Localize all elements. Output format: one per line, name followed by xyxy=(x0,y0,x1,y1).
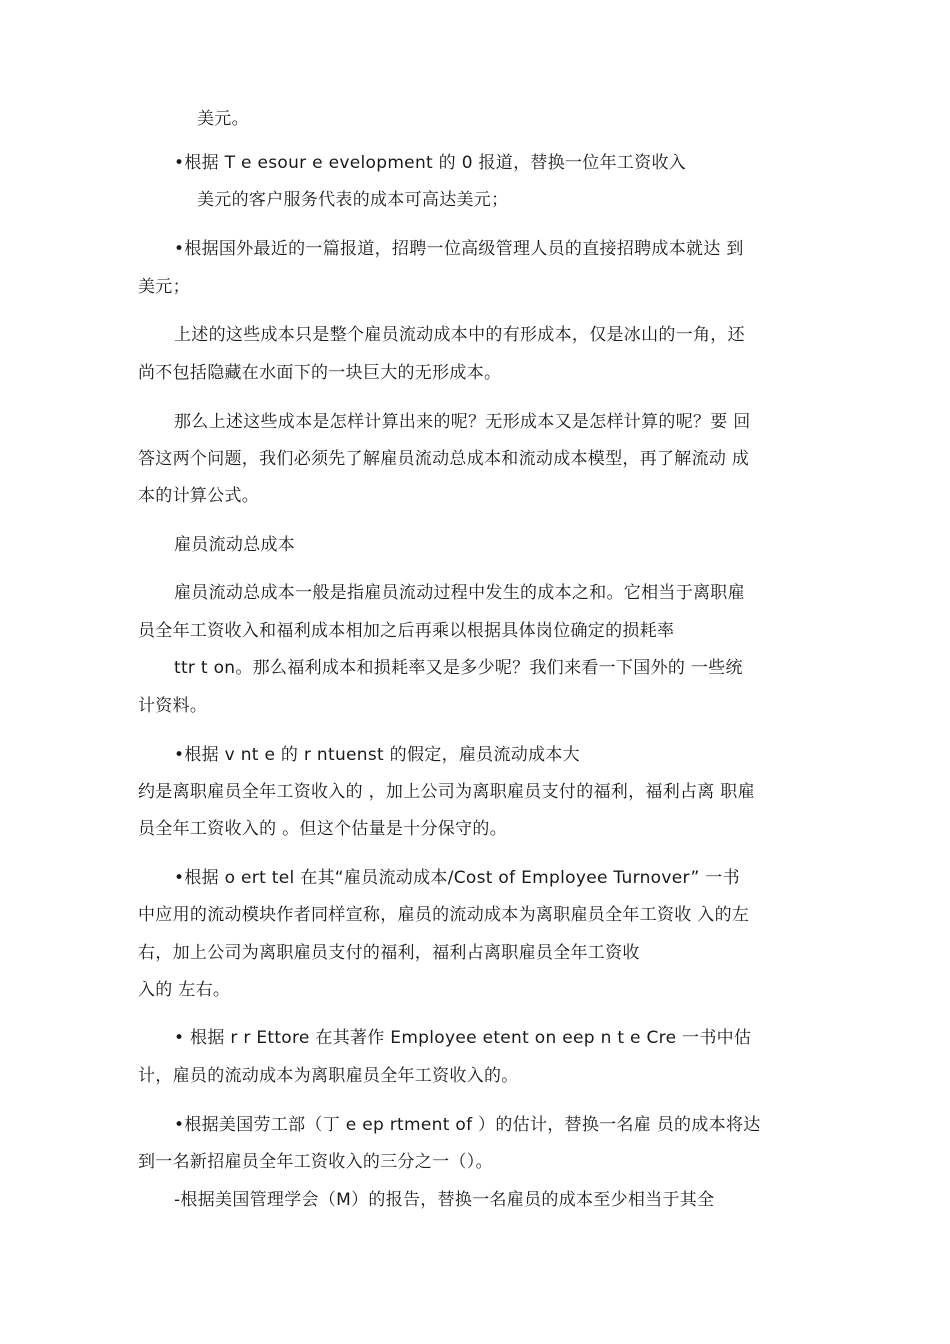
paragraph-line: 右，加上公司为离职雇员支付的福利，福利占离职雇员全年工资收 xyxy=(138,943,640,963)
bullet-line: •根据 v nt e 的 r ntuenst 的假定，雇员流动成本大 xyxy=(174,745,580,765)
section-heading: 雇员流动总成本 xyxy=(174,535,296,555)
bullet-line: •根据美国劳工部（丁 e ep rtment of ）的估计，替换一名雇 员的成本将达 xyxy=(174,1115,761,1135)
bullet-line: • 根据 r r Ettore 在其著作 Employee etent on eep n t e Cre 一书中估 xyxy=(174,1028,752,1048)
text-line: 美元； xyxy=(138,277,190,297)
paragraph-line: 中应用的流动模块作者同样宣称，雇员的流动成本为离职雇员全年工资收 入的左 xyxy=(138,905,750,925)
paragraph-line: 约是离职雇员全年工资收入的 ，加上公司为离职雇员支付的福利，福利占离 职雇 xyxy=(138,782,755,802)
bullet-line: -根据美国管理学会（M）的报告，替换一名雇员的成本至少相当于其全 xyxy=(174,1190,715,1210)
text-line: 美元的客户服务代表的成本可高达美元； xyxy=(197,190,509,210)
paragraph-line: 本的计算公式。 xyxy=(138,486,260,506)
paragraph-line: 尚不包括隐藏在水面下的一块巨大的无形成本。 xyxy=(138,363,502,383)
paragraph-line: 员全年工资收入和福利成本相加之后再乘以根据具体岗位确定的损耗率 xyxy=(138,621,675,641)
bullet-line: •根据 o ert tel 在其“雇员流动成本/Cost of Employee Turnover” 一书 xyxy=(174,868,740,888)
paragraph-line: 到一名新招雇员全年工资收入的三分之一（）。 xyxy=(138,1152,493,1172)
text-line: 美元。 xyxy=(197,109,249,129)
paragraph-line: 那么上述这些成本是怎样计算出来的呢？无形成本又是怎样计算的呢？要 回 xyxy=(174,412,751,432)
paragraph-line: ttr t on。那么福利成本和损耗率又是多少呢？我们来看一下国外的 一些统 xyxy=(174,658,743,678)
bullet-line: •根据 T e esour e evelopment 的 0 报道，替换一位年工资收入 xyxy=(174,153,687,173)
paragraph-line: 计资料。 xyxy=(138,696,208,716)
bullet-line: •根据国外最近的一篇报道，招聘一位高级管理人员的直接招聘成本就达 到 xyxy=(174,239,744,259)
paragraph-line: 计，雇员的流动成本为离职雇员全年工资收入的。 xyxy=(138,1066,519,1086)
paragraph-line: 答这两个问题，我们必须先了解雇员流动总成本和流动成本模型，再了解流动 成 xyxy=(138,449,750,469)
paragraph-line: 入的 左右。 xyxy=(138,980,231,1000)
paragraph-line: 上述的这些成本只是整个雇员流动成本中的有形成本，仅是冰山的一角，还 xyxy=(174,325,745,345)
paragraph-line: 雇员流动总成本一般是指雇员流动过程中发生的成本之和。它相当于离职雇 xyxy=(174,583,745,603)
paragraph-line: 员全年工资收入的 。但这个估量是十分保守的。 xyxy=(138,819,508,839)
